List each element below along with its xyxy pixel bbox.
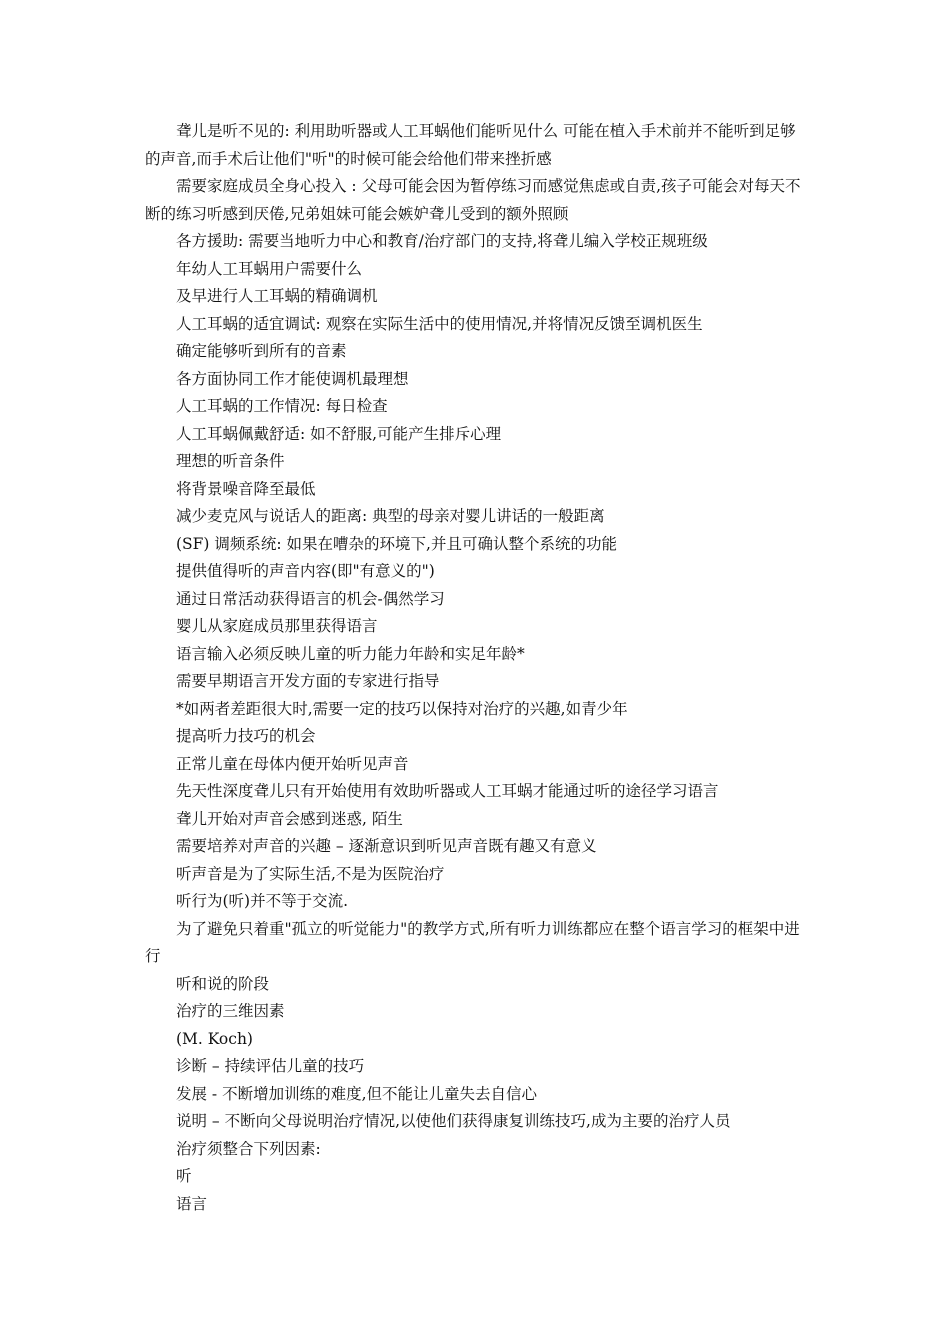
paragraph: 先天性深度聋儿只有开始使用有效助听器或人工耳蜗才能通过听的途径学习语言 [176, 782, 719, 800]
paragraph: 年幼人工耳蜗用户需要什么 [176, 259, 363, 278]
document-page [145, 118, 810, 1218]
paragraph: 需要培养对声音的兴趣 – 逐渐意识到听见声音既有趣又有意义 [176, 837, 597, 855]
paragraph: 治疗的三维因素 [176, 1002, 285, 1020]
paragraph: 语言输入必须反映儿童的听力能力年龄和实足年龄* [176, 644, 525, 663]
paragraph: 婴儿从家庭成员那里获得语言 [176, 617, 378, 635]
paragraph: 聋儿是听不见的: 利用助听器或人工耳蜗他们能听见什么 可能在植入手术前并不能听到足够的声音,而手术后让他们"听"的时候可能会给他们带来挫折感 [145, 122, 796, 168]
paragraph: *如两者差距很大时,需要一定的技巧以保持对治疗的兴趣,如青少年 [176, 699, 628, 718]
paragraph: 及早进行人工耳蜗的精确调机 [176, 287, 378, 305]
paragraph: 语言 [176, 1194, 208, 1213]
paragraph: 正常儿童在母体内便开始听见声音 [176, 754, 409, 773]
paragraph: 人工耳蜗佩戴舒适: 如不舒服,可能产生排斥心理 [176, 424, 502, 443]
paragraph: 将背景噪音降至最低 [176, 479, 316, 498]
paragraph: 各方面协同工作才能使调机最理想 [176, 369, 409, 388]
paragraph: 各方援助: 需要当地听力中心和教育/治疗部门的支持,将聋儿编入学校正规班级 [176, 232, 708, 250]
paragraph: 为了避免只着重"孤立的听觉能力"的教学方式,所有听力训练都应在整个语言学习的框架中进行 [145, 919, 800, 965]
paragraph: 需要家庭成员全身心投入 : 父母可能会因为暂停练习而感觉焦虑或自责,孩子可能会对每天不断的练习听感到厌倦,兄弟姐妹可能会嫉妒聋儿受到的额外照顾 [145, 177, 801, 223]
paragraph: 治疗须整合下列因素: [176, 1139, 321, 1158]
paragraph: 确定能够听到所有的音素 [176, 342, 347, 360]
paragraph: 诊断 – 持续评估儿童的技巧 [176, 1057, 365, 1075]
paragraph: 提供值得听的声音内容(即"有意义的") [176, 562, 435, 580]
paragraph: 听 [176, 1167, 192, 1185]
paragraph: 提高听力技巧的机会 [176, 727, 316, 745]
paragraph: 听声音是为了实际生活,不是为医院治疗 [176, 864, 445, 883]
paragraph: 理想的听音条件 [176, 452, 285, 470]
paragraph: 听行为(听)并不等于交流. [176, 892, 349, 910]
paragraph: (SF) 调频系统: 如果在嘈杂的环境下,并且可确认整个系统的功能 [176, 534, 617, 553]
paragraph: 需要早期语言开发方面的专家进行指导 [176, 672, 440, 690]
paragraph: 人工耳蜗的工作情况: 每日检查 [176, 397, 388, 415]
paragraph: 听和说的阶段 [176, 974, 270, 993]
paragraph: 聋儿开始对声音会感到迷惑, 陌生 [176, 809, 403, 828]
paragraph: 发展 - 不断增加训练的难度,但不能让儿童失去自信心 [176, 1084, 538, 1103]
paragraph: 通过日常活动获得语言的机会-偶然学习 [176, 589, 445, 608]
paragraph: (M. Koch) [176, 1029, 253, 1048]
paragraph: 减少麦克风与说话人的距离: 典型的母亲对婴儿讲话的一般距离 [176, 507, 605, 525]
paragraph: 人工耳蜗的适宜调试: 观察在实际生活中的使用情况,并将情况反馈至调机医生 [176, 314, 703, 333]
paragraph: 说明 – 不断向父母说明治疗情况,以使他们获得康复训练技巧,成为主要的治疗人员 [176, 1112, 731, 1130]
